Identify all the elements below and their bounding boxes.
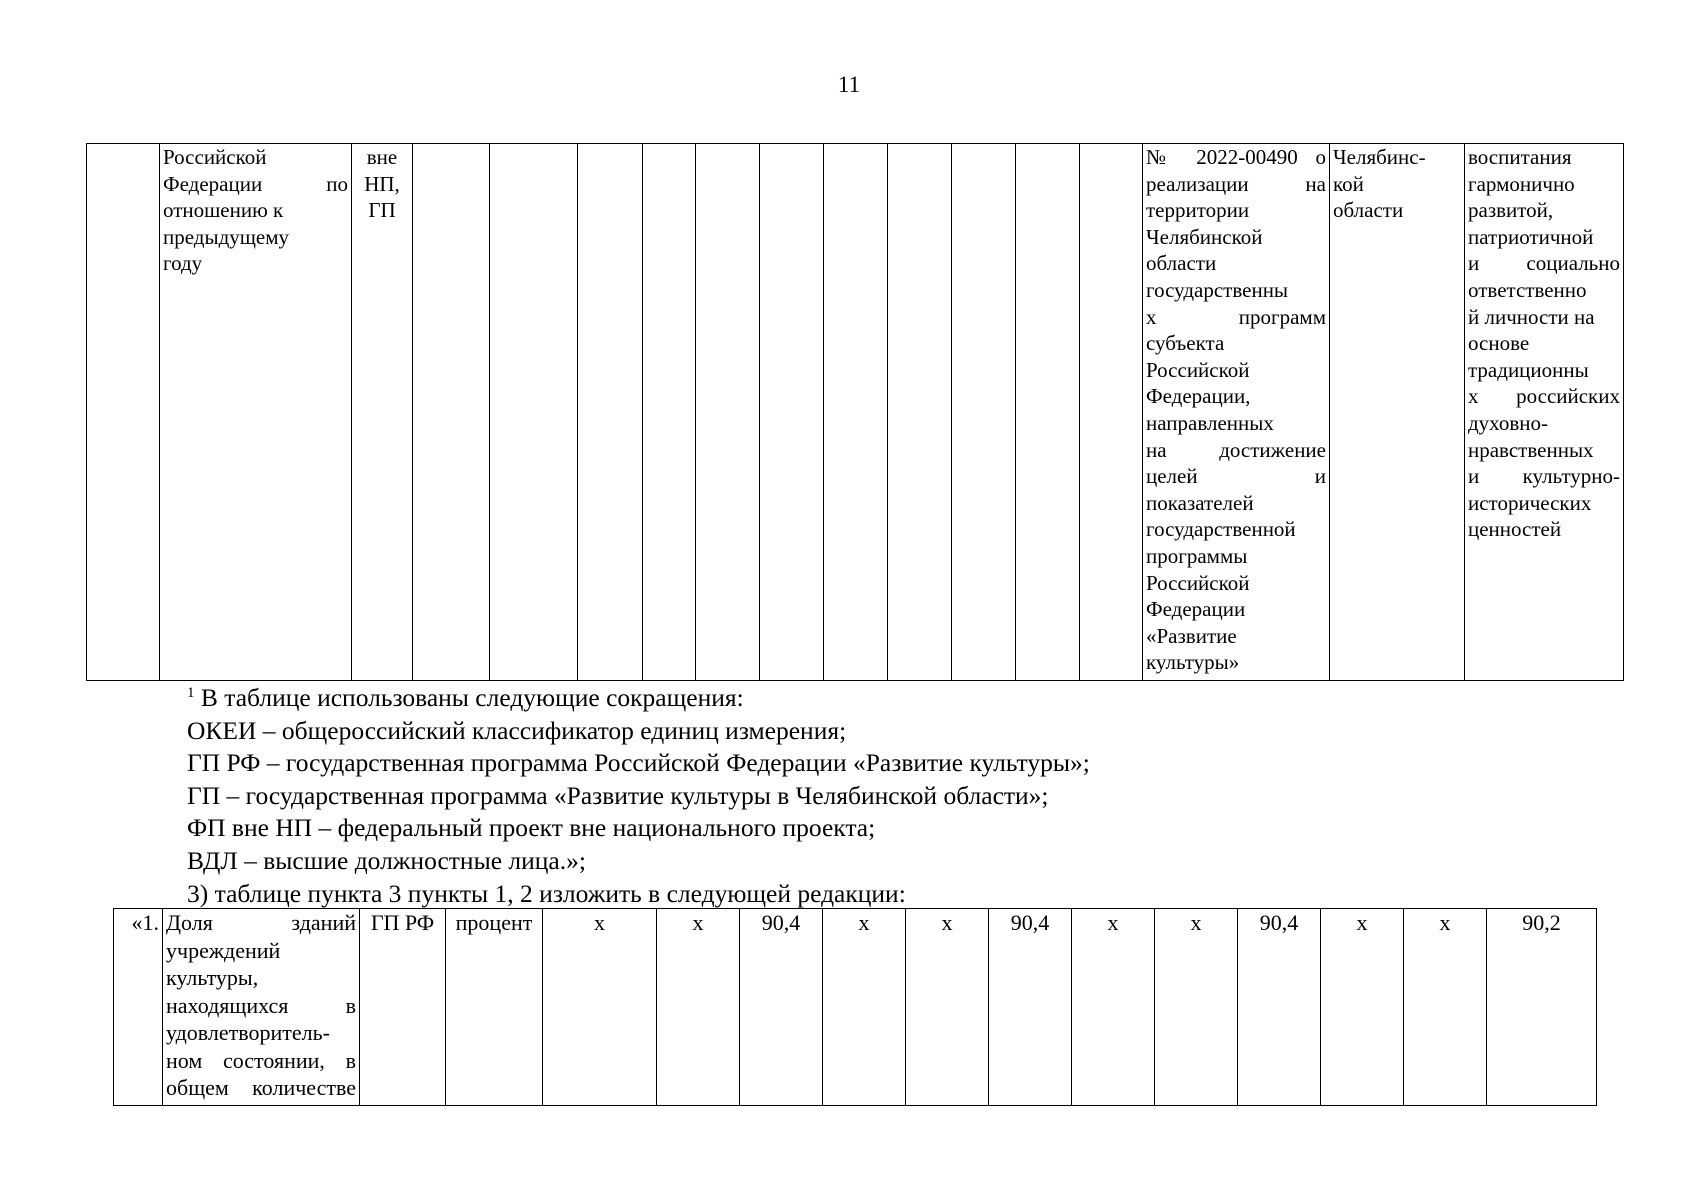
- text-line: культуры»: [1146, 650, 1240, 675]
- text-line: Федерации,: [1146, 384, 1251, 409]
- cell-value: х: [906, 909, 989, 1106]
- text-line: развитой,: [1468, 198, 1554, 223]
- cell-document: [1143, 144, 1330, 681]
- text-line: Челябинс-: [1333, 145, 1426, 169]
- cell-level: ГП РФ: [360, 909, 446, 1106]
- text-line: ценностей: [1468, 517, 1562, 542]
- abbreviation-gp: ГП – государственная программа «Развитие культуры в Челябинской области»;: [187, 780, 1049, 810]
- cell-value: 90,2: [1487, 909, 1597, 1106]
- table-row: [87, 144, 1624, 681]
- text-line: НП,: [364, 171, 400, 196]
- cell-value: х: [1072, 909, 1155, 1106]
- cell-empty: [413, 144, 490, 681]
- text-line: реализации на: [1146, 171, 1326, 196]
- cell-row-number: «1.: [114, 909, 163, 1106]
- cell-empty: [952, 144, 1016, 681]
- footnote-intro: $^1$ В таблице использованы следующие сокращения:: [187, 683, 744, 712]
- cell-value: 90,4: [740, 909, 823, 1106]
- page-number: 11: [837, 72, 861, 97]
- text-line: программы: [1146, 543, 1248, 568]
- text-line: духовно-: [1468, 410, 1549, 435]
- cell-value: х: [543, 909, 657, 1106]
- text-line: области: [1333, 198, 1404, 223]
- text-line: общем количестве: [166, 1075, 356, 1100]
- text-line: «Развитие: [1146, 623, 1237, 648]
- cell-value: х: [657, 909, 740, 1106]
- text-line: Федерации по: [163, 171, 348, 196]
- cell-empty: [578, 144, 643, 681]
- text-line: Челябинской: [1146, 224, 1263, 249]
- cell-level: [352, 144, 413, 681]
- cell-unit: процент: [446, 909, 543, 1106]
- text-line: области: [1146, 251, 1217, 276]
- cell-indicator-name: [160, 144, 352, 681]
- cell-empty: [1016, 144, 1080, 681]
- amended-indicators-table: [113, 908, 1597, 1106]
- text-line: культуры,: [166, 965, 259, 990]
- abbreviation-gp-rf: ГП РФ – государственная программа Российской Федерации «Развитие культуры»;: [187, 748, 1090, 778]
- cell-value: 90,4: [1238, 909, 1321, 1106]
- text-line: основе: [1468, 331, 1530, 356]
- text-line: территории: [1146, 198, 1250, 223]
- text-line: вне: [366, 145, 398, 169]
- table-row: [114, 909, 1597, 1106]
- cell-indicator-name: [163, 909, 360, 1106]
- text-line: гармонично: [1468, 171, 1575, 196]
- cell-value: 90,4: [989, 909, 1072, 1106]
- cell-number: [87, 144, 160, 681]
- footnotes: [187, 682, 1090, 910]
- text-line: предыдущему: [163, 224, 290, 249]
- cell-value: х: [823, 909, 906, 1106]
- cell-region: [1330, 144, 1465, 681]
- cell-value: х: [1321, 909, 1404, 1106]
- cell-goal: [1465, 144, 1624, 681]
- text-line: на достижение: [1146, 437, 1326, 462]
- text-line: удовлетворитель-: [166, 1020, 330, 1045]
- cell-empty: [824, 144, 888, 681]
- text-line: нравственных: [1468, 437, 1594, 462]
- text-line: целей и: [1146, 464, 1326, 489]
- footnote-marker: 1: [187, 685, 195, 701]
- text-line: государственной: [1146, 517, 1296, 542]
- text-line: й личности на: [1468, 304, 1595, 329]
- text-line: кой: [1333, 171, 1364, 196]
- text-line: исторических: [1468, 490, 1592, 515]
- text-line: Российской: [1146, 570, 1250, 595]
- indicators-table-continuation: [86, 143, 1624, 681]
- text-line: находящихся в: [166, 992, 356, 1018]
- text-line: х российских: [1468, 384, 1620, 409]
- text-line: Российской: [1146, 357, 1250, 382]
- text-line: ном состоянии, в: [166, 1047, 356, 1073]
- text-line: ответственно: [1468, 277, 1587, 302]
- text-line: х программ: [1146, 304, 1326, 329]
- text-line: традиционны: [1468, 357, 1589, 382]
- text-line: году: [163, 251, 203, 276]
- cell-value: х: [1155, 909, 1238, 1106]
- cell-empty: [1080, 144, 1143, 681]
- text-line: государственны: [1146, 277, 1289, 302]
- cell-value: х: [1404, 909, 1487, 1106]
- abbreviation-vdl: ВДЛ – высшие должностные лица.»;: [187, 845, 586, 875]
- text-line: ГП: [368, 198, 396, 223]
- text-line: субъекта: [1146, 331, 1225, 356]
- text-line: Российской: [163, 145, 267, 169]
- text-line: учреждений: [166, 937, 281, 963]
- cell-empty: [643, 144, 696, 681]
- cell-empty: [760, 144, 824, 681]
- abbreviation-okei: ОКЕИ – общероссийский классификатор единиц измерения;: [187, 715, 847, 745]
- text-line: Доля зданий: [166, 910, 356, 935]
- cell-empty: [490, 144, 578, 681]
- amendment-instruction: 3) таблице пункта 3 пункты 1, 2 изложить в следующей редакции:: [187, 878, 906, 908]
- text-line: направленных: [1146, 410, 1274, 435]
- abbreviation-fp: ФП вне НП – федеральный проект вне национального проекта;: [187, 813, 876, 843]
- text-line: патриотичной: [1468, 224, 1594, 249]
- text-line: Федерации: [1146, 597, 1246, 622]
- text-line: отношению к: [163, 198, 284, 223]
- text-line: № 2022-00490 о: [1146, 145, 1326, 169]
- cell-empty: [696, 144, 760, 681]
- cell-empty: [888, 144, 952, 681]
- text-line: воспитания: [1468, 145, 1572, 169]
- text-line: показателей: [1146, 490, 1254, 515]
- text-line: и социально: [1468, 251, 1620, 276]
- text-line: и культурно-: [1468, 464, 1620, 489]
